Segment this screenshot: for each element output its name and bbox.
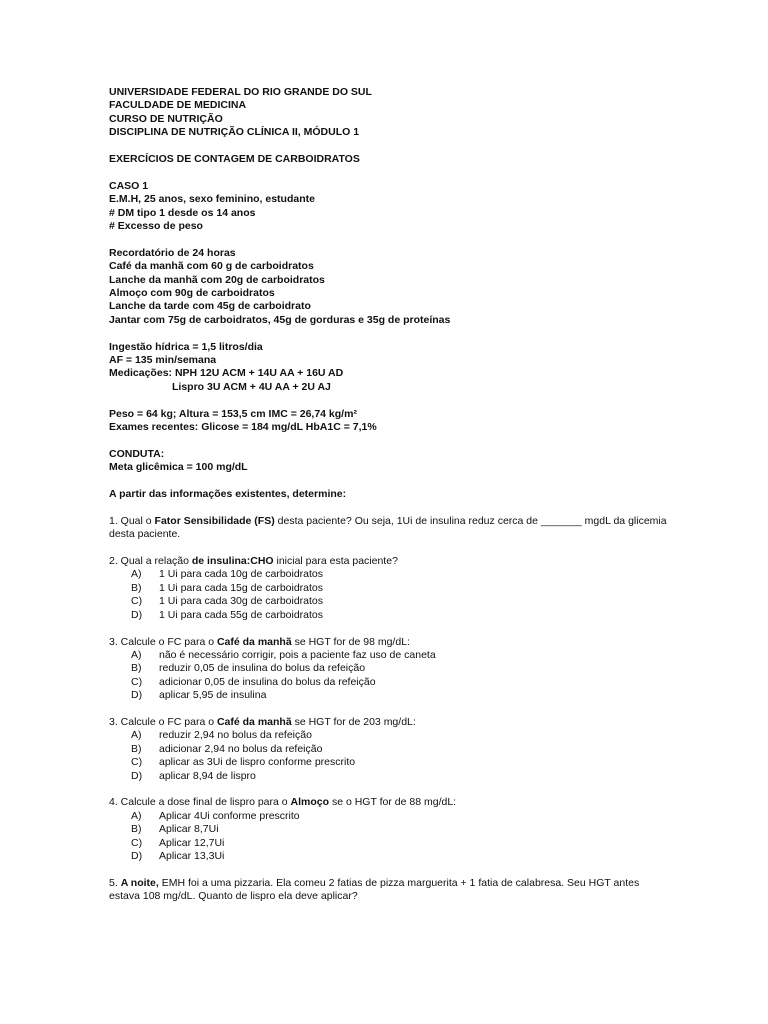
question-5 bbox=[109, 877, 669, 904]
option-item bbox=[109, 810, 669, 823]
option-item bbox=[109, 568, 669, 581]
medications: Medicações: NPH 12U ACM + 14U AA + 16U AD bbox=[109, 367, 344, 380]
question-3a-text: 3. Calcule o FC para o bbox=[109, 635, 217, 648]
question-3b bbox=[109, 716, 669, 729]
option-letter: A) bbox=[131, 568, 142, 581]
case-patient: E.M.H, 25 anos, sexo feminino, estudante bbox=[109, 193, 315, 206]
option-item bbox=[109, 582, 669, 595]
option-letter: D) bbox=[131, 849, 143, 862]
recall-title: Recordatório de 24 horas bbox=[109, 246, 236, 259]
anthropometry: Peso = 64 kg; Altura = 153,5 cm IMC = 26,74 kg/m² bbox=[109, 407, 357, 420]
glycemic-goal: Meta glicêmica = 100 mg/dL bbox=[109, 461, 248, 474]
document-title: EXERCÍCIOS DE CONTAGEM DE CARBOIDRATOS bbox=[109, 153, 360, 166]
option-text: aplicar 8,94 de lispro bbox=[159, 769, 256, 782]
option-letter: B) bbox=[131, 742, 142, 755]
option-text: adicionar 0,05 de insulina do bolus da refeição bbox=[159, 675, 376, 688]
option-text: Aplicar 12,7Ui bbox=[159, 836, 225, 849]
question-3b-options bbox=[109, 729, 669, 783]
faculty-name: FACULDADE DE MEDICINA bbox=[109, 99, 247, 112]
question-3a-text-end: se HGT for de 98 mg/dL: bbox=[291, 635, 410, 648]
recall-morning-snack: Lanche da manhã com 20g de carboidratos bbox=[109, 273, 325, 286]
option-text: não é necessário corrigir, pois a paciente faz uso de caneta bbox=[159, 648, 436, 661]
option-item bbox=[109, 823, 669, 836]
question-3b-emphasis: Café da manhã bbox=[216, 715, 292, 728]
option-letter: A) bbox=[131, 648, 142, 661]
option-letter: C) bbox=[131, 595, 143, 608]
option-item bbox=[109, 676, 669, 689]
option-text: 1 Ui para cada 10g de carboidratos bbox=[159, 568, 324, 581]
option-text: reduzir 0,05 de insulina do bolus da refeição bbox=[159, 662, 366, 675]
case-label: CASO 1 bbox=[109, 179, 149, 192]
option-text: 1 Ui para cada 55g de carboidratos bbox=[159, 608, 324, 621]
option-item bbox=[109, 649, 669, 662]
option-item bbox=[109, 689, 669, 702]
question-3a-emphasis: Café da manhã bbox=[216, 635, 292, 648]
question-2-text-end: inicial para esta paciente? bbox=[273, 555, 398, 568]
question-4-text-end: se o HGT for de 88 mg/dL: bbox=[329, 796, 457, 809]
option-letter: C) bbox=[131, 675, 143, 688]
question-4 bbox=[109, 796, 669, 809]
option-letter: D) bbox=[131, 608, 143, 621]
option-text: Aplicar 13,3Ui bbox=[159, 849, 225, 862]
document-body bbox=[109, 86, 669, 904]
recall-dinner: Jantar com 75g de carboidratos, 45g de gorduras e 35g de proteínas bbox=[109, 313, 451, 326]
question-3b-text: 3. Calcule o FC para o bbox=[109, 715, 217, 728]
question-5-text-end: EMH foi a uma pizzaria. Ela comeu 2 fatias de pizza marguerita + 1 fatia de calabresa. Seu HGT antes estava 108 mg/dL. Quanto de lispro ela deve aplicar? bbox=[109, 876, 640, 903]
option-item bbox=[109, 662, 669, 675]
recall-afternoon-snack: Lanche da tarde com 45g de carboidrato bbox=[109, 300, 311, 313]
recent-labs: Exames recentes: Glicose = 184 mg/dL HbA1C = 7,1% bbox=[109, 421, 377, 434]
question-5-text: 5. bbox=[109, 876, 121, 889]
question-2-text: 2. Qual a relação bbox=[109, 555, 192, 568]
question-4-options bbox=[109, 810, 669, 864]
option-letter: A) bbox=[131, 809, 142, 822]
option-letter: A) bbox=[131, 729, 142, 742]
question-4-emphasis: Almoço bbox=[290, 796, 330, 809]
option-item bbox=[109, 609, 669, 622]
option-text: adicionar 2,94 no bolus da refeição bbox=[159, 742, 323, 755]
question-1-text: 1. Qual o bbox=[109, 514, 155, 527]
option-item bbox=[109, 595, 669, 608]
option-text: reduzir 2,94 no bolus da refeição bbox=[159, 729, 312, 742]
option-letter: C) bbox=[131, 836, 143, 849]
option-item bbox=[109, 729, 669, 742]
question-4-text: 4. Calcule a dose final de lispro para o bbox=[109, 796, 291, 809]
question-3a bbox=[109, 636, 669, 649]
conduct-label: CONDUTA: bbox=[109, 447, 165, 460]
option-item bbox=[109, 743, 669, 756]
recall-lunch: Almoço com 90g de carboidratos bbox=[109, 287, 275, 300]
option-text: 1 Ui para cada 30g de carboidratos bbox=[159, 595, 324, 608]
instruction: A partir das informações existentes, determine: bbox=[109, 488, 347, 501]
question-2 bbox=[109, 555, 669, 568]
option-letter: B) bbox=[131, 662, 142, 675]
question-3b-text-end: se HGT for de 203 mg/dL: bbox=[291, 715, 416, 728]
question-1 bbox=[109, 515, 669, 542]
course-name: CURSO DE NUTRIÇÃO bbox=[109, 112, 223, 125]
question-3a-options bbox=[109, 649, 669, 703]
question-5-emphasis: A noite, bbox=[120, 876, 159, 889]
water-intake: Ingestão hídrica = 1,5 litros/dia bbox=[109, 340, 263, 353]
option-letter: D) bbox=[131, 769, 143, 782]
option-letter: C) bbox=[131, 756, 143, 769]
option-letter: B) bbox=[131, 581, 142, 594]
university-name: UNIVERSIDADE FEDERAL DO RIO GRANDE DO SUL bbox=[109, 86, 372, 98]
option-text: aplicar as 3Ui de lispro conforme prescrito bbox=[159, 756, 356, 769]
option-text: Aplicar 8,7Ui bbox=[159, 823, 219, 836]
question-2-emphasis: de insulina:CHO bbox=[191, 555, 274, 568]
case-diagnosis-2: # Excesso de peso bbox=[109, 220, 203, 233]
option-text: aplicar 5,95 de insulina bbox=[159, 689, 267, 702]
option-item bbox=[109, 850, 669, 863]
case-diagnosis-1: # DM tipo 1 desde os 14 anos bbox=[109, 206, 256, 219]
question-2-options bbox=[109, 568, 669, 622]
option-text: Aplicar 4Ui conforme prescrito bbox=[159, 809, 300, 822]
option-item bbox=[109, 837, 669, 850]
discipline-name: DISCIPLINA DE NUTRIÇÃO CLÍNICA II, MÓDULO 1 bbox=[109, 126, 360, 139]
option-letter: D) bbox=[131, 689, 143, 702]
physical-activity: AF = 135 min/semana bbox=[109, 354, 217, 367]
question-1-emphasis: Fator Sensibilidade (FS) bbox=[154, 514, 275, 527]
recall-breakfast: Café da manhã com 60 g de carboidratos bbox=[109, 260, 314, 273]
option-item bbox=[109, 756, 669, 769]
option-letter: B) bbox=[131, 823, 142, 836]
question-1-text-end: desta paciente? Ou seja, 1Ui de insulina reduz cerca de _______ mgdL da glicemia desta paciente. bbox=[109, 514, 667, 541]
option-text: 1 Ui para cada 15g de carboidratos bbox=[159, 581, 324, 594]
option-item bbox=[109, 770, 669, 783]
medications-line-2: Lispro 3U ACM + 4U AA + 2U AJ bbox=[172, 380, 331, 393]
